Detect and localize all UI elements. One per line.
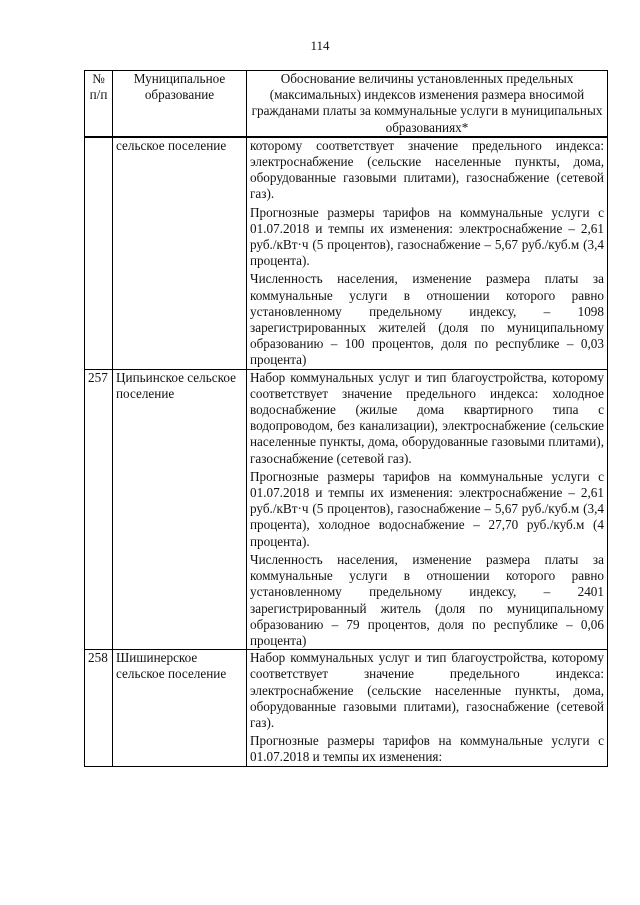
- paragraph: Прогнозные размеры тарифов на коммунальные услуги с 01.07.2018 и темпы их изменения:: [250, 733, 604, 765]
- paragraph: Набор коммунальных услуг и тип благоустройства, которому соответствует значение предельного индекса: электроснабжение (сельские населенные пункты, дома, оборудованные газовыми плитами), газоснабжение (сетевой газ).: [250, 650, 604, 730]
- table-row: [85, 369, 608, 649]
- paragraph: которому соответствует значение предельного индекса: электроснабжение (сельские населенные пункты, дома, оборудованные газовыми плитами), газоснабжение (сетевой газ).: [250, 137, 604, 202]
- row-justification: [247, 369, 608, 649]
- row-justification: [247, 137, 608, 369]
- tariff-index-table: [84, 70, 608, 767]
- table-row: [85, 650, 608, 766]
- row-municipality: сельское поселение: [113, 137, 247, 369]
- row-number: 258: [85, 650, 113, 766]
- paragraph: Набор коммунальных услуг и тип благоустройства, которому соответствует значение предельного индекса: холодное водоснабжение (жилые дома квартирного типа с водопроводом, без канализации), электроснабжение (сельские населенные пункты, дома, оборудованные газовыми плитами), газоснабжение (сетевой газ).: [250, 369, 604, 466]
- paragraph: Прогнозные размеры тарифов на коммунальные услуги с 01.07.2018 и темпы их изменения: электроснабжение – 2,61 руб./кВт·ч (5 процентов), газоснабжение – 5,67 руб./куб.м (3,4 процента).: [250, 204, 604, 269]
- header-number: № п/п: [85, 71, 113, 137]
- paragraph: Численность населения, изменение размера платы за коммунальные услуги в отношении которого равно установленному предельному индексу, – 2401 зарегистрированный житель (доля по муниципальному образованию – 79 процентов, доля по республике – 0,06 процента): [250, 551, 604, 648]
- row-justification: [247, 650, 608, 766]
- row-municipality: Шишинерское сельское поселение: [113, 650, 247, 766]
- paragraph: Прогнозные размеры тарифов на коммунальные услуги с 01.07.2018 и темпы их изменения: электроснабжение – 2,61 руб./кВт·ч (5 процентов), газоснабжение – 5,67 руб./куб.м (3,4 процента), холодное водоснабжение – 27,70 руб./куб.м (4 процента).: [250, 468, 604, 549]
- header-municipality: Муниципальное образование: [113, 71, 247, 137]
- paragraph: Численность населения, изменение размера платы за коммунальные услуги в отношении которого равно установленному предельному индексу, – 1098 зарегистрированных жителей (доля по муниципальному образованию – 100 процентов, доля по республике – 0,03 процента): [250, 271, 604, 368]
- row-number: [85, 137, 113, 369]
- header-justification: Обоснование величины установленных предельных (максимальных) индексов изменения размера вносимой гражданами платы за коммунальные услуги в муниципальных образованиях*: [247, 71, 608, 137]
- row-number: 257: [85, 369, 113, 649]
- row-municipality: Ципьинское сельское поселение: [113, 369, 247, 649]
- table-row: [85, 137, 608, 369]
- table-header-row: [85, 71, 608, 137]
- page-number: 114: [310, 38, 330, 53]
